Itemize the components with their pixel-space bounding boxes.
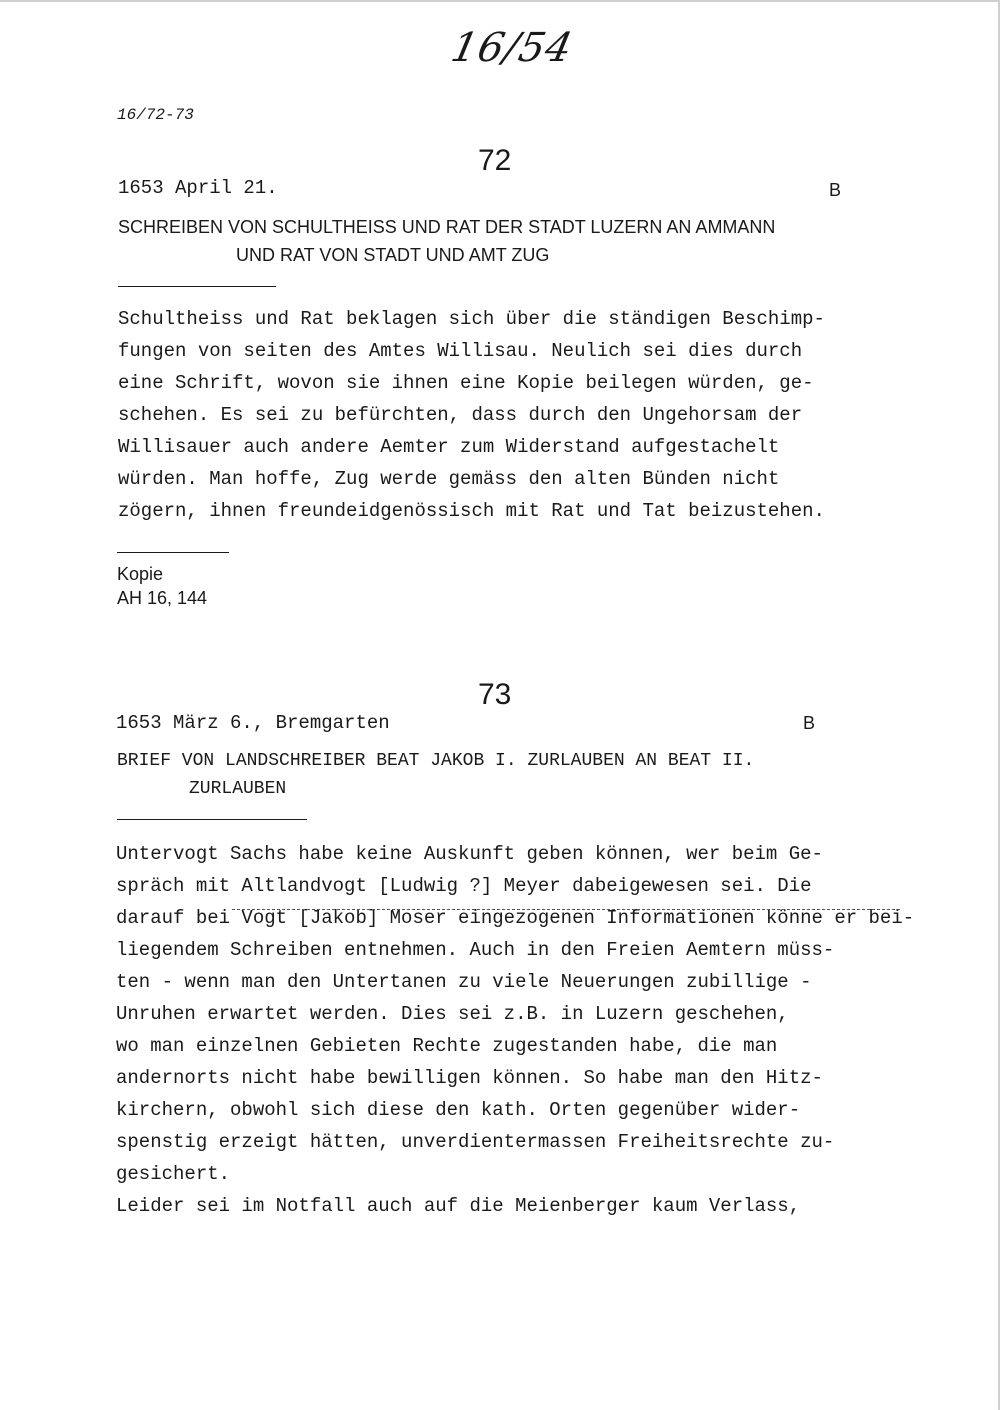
entry-title	[118, 213, 775, 269]
handwritten-folio-number: 16/54	[447, 25, 578, 71]
entry-summary: Untervogt Sachs habe keine Auskunft geben können, wer beim Ge- spräch mit Altlandvogt [Ludwig ?] Meyer dabeigewesen sei. Die darauf bei Vogt [Jakob] Moser eingezogenen Informationen könne er bei- liegendem Schreiben entnehmen. Auch in den Freien Aemtern müss- ten - wenn man den Untertanen zu viele Neuerungen zubillige - Unruhen erwartet werden. Dies sei z.B. in Luzern geschehen, wo man einzelnen Gebieten Rechte zugestanden habe, die man andernorts nicht habe bewilligen können. So habe man den Hitz- kirchern, obwohl sich diese den kath. Orten gegenüber wider- spenstig erzeigt hätten, unverdientermassen Freiheitsrechte zu- gesichert. Leider sei im Notfall auch auf die Meienberger kaum Verlass,	[116, 843, 915, 1217]
entry-summary: Schultheiss und Rat beklagen sich über die ständigen Beschimp- fungen von seiten des Amtes Willisau. Neulich sei dies durch eine Schrift, wovon sie ihnen eine Kopie beilegen würden, ge- schehen. Es sei zu befürchten, dass durch den Ungehorsam der Willisauer auch andere Aemter zum Widerstand aufgestachelt würden. Man hoffe, Zug werde gemäss den alten Bünden nicht zögern, ihnen freundeidgenössisch mit Rat und Tat beizustehen.	[118, 308, 825, 522]
source-reference: AH 16, 144	[117, 588, 208, 608]
source-type: Kopie	[117, 564, 164, 584]
scan-edge-top	[0, 0, 1000, 2]
entry-classification: B	[803, 713, 816, 733]
entry-date: 1653 März 6., Bremgarten	[116, 712, 390, 734]
entry-title	[117, 747, 754, 803]
entry-title-line1: BRIEF VON LANDSCHREIBER BEAT JAKOB I. ZURLAUBEN AN BEAT II.	[117, 751, 755, 771]
entry-number: 73	[478, 678, 512, 711]
reference-code: 16/72-73	[117, 106, 194, 124]
entry-classification: B	[829, 180, 842, 200]
correction-strike-line	[232, 909, 900, 911]
divider	[117, 819, 307, 820]
divider	[117, 552, 229, 553]
entry-date: 1653 April 21.	[118, 177, 278, 199]
divider	[118, 286, 276, 287]
entry-title-line2: UND RAT VON STADT UND AMT ZUG	[236, 245, 550, 265]
entry-number: 72	[478, 144, 512, 177]
entry-source	[117, 562, 207, 610]
entry-title-line2: ZURLAUBEN	[189, 779, 287, 799]
entry-title-line1: SCHREIBEN VON SCHULTHEISS UND RAT DER STADT LUZERN AN AMMANN	[118, 217, 776, 237]
